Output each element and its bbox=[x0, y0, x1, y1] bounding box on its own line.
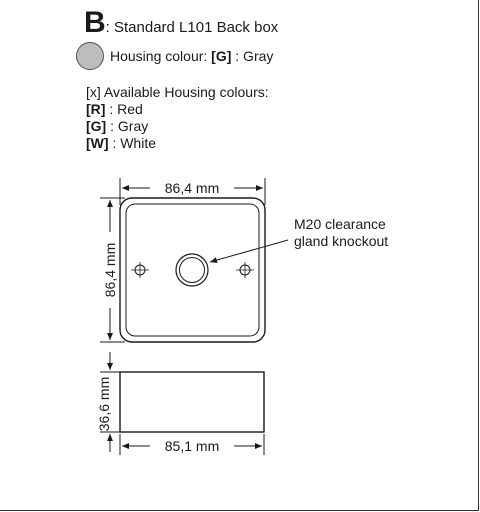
housing-colour-label: Housing colour: bbox=[110, 48, 208, 64]
colour-code: [R] bbox=[86, 101, 106, 117]
side-width-dimension bbox=[120, 434, 264, 455]
back-box-side-view bbox=[120, 372, 264, 432]
colour-name: : Gray bbox=[110, 118, 149, 134]
variant-code-letter: B bbox=[84, 6, 106, 39]
colour-name: : Red bbox=[109, 101, 143, 117]
back-box-top-view bbox=[120, 198, 265, 342]
top-width-label: 86,4 mm bbox=[164, 180, 220, 196]
knockout-label-line1: M20 clearance bbox=[294, 216, 386, 232]
product-title: : Standard L101 Back box bbox=[105, 19, 279, 36]
colour-code: [W] bbox=[86, 135, 109, 151]
side-height-label: 36,6 mm bbox=[96, 376, 112, 432]
knockout-label-line2: gland knockout bbox=[294, 233, 389, 249]
housing-colour-code: [G] bbox=[211, 48, 232, 64]
side-height-dimension bbox=[96, 352, 122, 452]
housing-colour-value: : Gray bbox=[235, 48, 274, 64]
top-height-label: 86,4 mm bbox=[102, 242, 118, 298]
colour-code: [G] bbox=[86, 118, 107, 134]
available-colours-heading: [x] Available Housing colours: bbox=[86, 84, 269, 100]
colour-name: : White bbox=[112, 135, 157, 151]
side-width-label: 85,1 mm bbox=[164, 438, 220, 454]
